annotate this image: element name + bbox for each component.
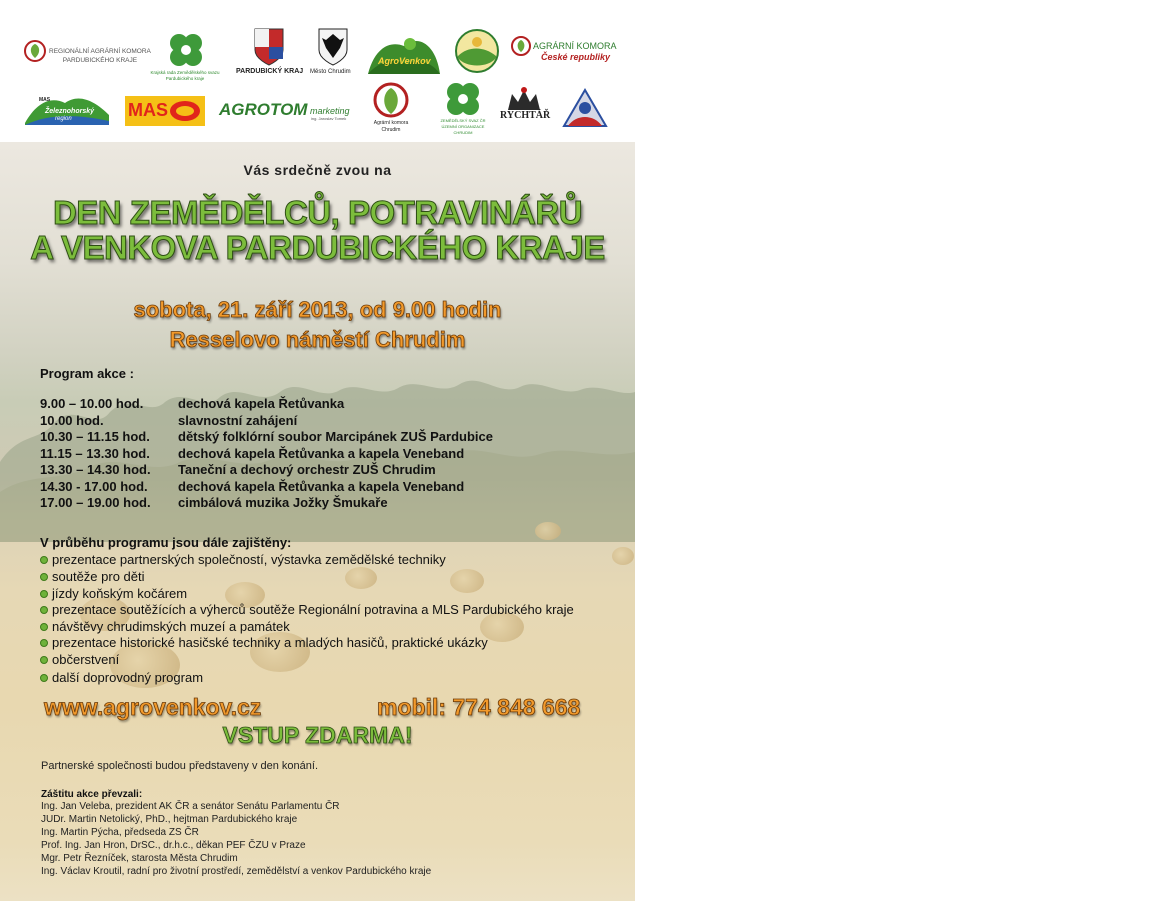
mls-badge-icon xyxy=(560,86,610,130)
logo-agrovenkov: AgroVenkov xyxy=(366,30,442,76)
logo-mas-zeleznohorsky: MAS Železnohorský region xyxy=(25,93,109,125)
list-item: Ing. Jan Veleba, prezident AK ČR a senátor Senátu Parlamentu ČR xyxy=(41,801,340,812)
event-date: sobota, 21. září 2013, od 9.00 hodin xyxy=(133,297,502,322)
coat-of-arms-icon xyxy=(254,28,284,66)
logo-pardubice-region: PARDUBICKÝ KRAJ xyxy=(236,28,302,80)
list-item: další doprovodný program xyxy=(40,670,203,685)
logo-agrarian-chamber-cr: AGRÁRNÍ KOMORA České republiky xyxy=(511,36,615,66)
event-title-line1: DEN ZEMĚDĚLCŮ, POTRAVINÁŘŮ xyxy=(52,194,583,231)
regional-food-badge-icon xyxy=(454,28,500,74)
list-item: prezentace historické hasičské techniky a mladých hasičů, praktické ukázky xyxy=(40,635,488,650)
program-desc: dechová kapela Řetůvanka xyxy=(178,396,345,411)
program-time: 17.00 – 19.00 hod. xyxy=(40,495,151,510)
hay-bale xyxy=(612,547,634,565)
bullet-icon xyxy=(40,573,48,581)
list-item: návštěvy chrudimských muzeí a památek xyxy=(40,619,290,634)
list-item: Ing. Martin Pýcha, předseda ZS ČR xyxy=(41,827,199,838)
logo-agricultural-union-region: Krajská rada Zemědělského svazu Pardubického kraje xyxy=(150,30,220,85)
program-desc: dětský folklórní soubor Marcipánek ZUŠ Pardubice xyxy=(178,429,493,444)
logo-agrarian-chamber-chrudim: Agrární komora Chrudim xyxy=(368,82,414,138)
bullet-icon xyxy=(40,556,48,564)
crown-crest-icon xyxy=(500,86,548,112)
hay-bale xyxy=(450,569,484,593)
logo-regional-agrarian-chamber: REGIONÁLNÍ AGRÁRNÍ KOMORA PARDUBICKÉHO KRAJE xyxy=(24,38,154,68)
clover-icon xyxy=(444,80,482,118)
patronage-heading: Záštitu akce převzali: xyxy=(41,789,143,800)
list-item: prezentace partnerských společností, výstavka zemědělské techniky xyxy=(40,552,446,567)
logo-agrotom: AGROTOM marketing ing. Jaroslav Tomek xyxy=(219,100,350,121)
logo-regional-food xyxy=(454,28,500,74)
program-desc: Taneční a dechový orchestr ZUŠ Chrudim xyxy=(178,462,436,477)
bullet-icon xyxy=(40,674,48,682)
partner-logos xyxy=(0,0,635,142)
oval-emblem-icon xyxy=(169,100,201,122)
bullet-icon xyxy=(40,656,48,664)
free-entry-banner: VSTUP ZDARMA! xyxy=(222,722,413,748)
program-heading: Program akce : xyxy=(40,366,134,381)
services-heading: V průběhu programu jsou dále zajištěny: xyxy=(40,535,292,550)
program-time: 14.30 - 17.00 hod. xyxy=(40,479,148,494)
bullet-icon xyxy=(40,606,48,614)
logo-agricultural-union-chrudim: ZEMĚDĚLSKÝ SVAZ ČR ÚZEMNÍ ORGANIZACE CHRUDIM xyxy=(436,80,490,140)
agrovenkov-hills-icon xyxy=(366,30,442,76)
mobile-label: mobil: xyxy=(377,694,446,720)
bullet-icon xyxy=(40,590,48,598)
program-desc: dechová kapela Řetůvanka a kapela Veneband xyxy=(178,479,465,494)
logo-chrudim-town: Město Chrudim xyxy=(310,28,358,80)
leaf-emblem-icon xyxy=(511,36,531,56)
invitation-text: Vás srdečně zvou na xyxy=(243,162,392,178)
program-desc: slavnostní zahájení xyxy=(178,413,298,428)
bullet-icon xyxy=(40,623,48,631)
hay-bale xyxy=(535,522,561,540)
logo-mas-orange: MAS xyxy=(125,96,205,126)
list-item: občerstvení xyxy=(40,652,119,667)
program-desc: dechová kapela Řetůvanka a kapela Veneband xyxy=(178,446,465,461)
list-item: Prof. Ing. Jan Hron, DrSC., dr.h.c., děkan PEF ČZU v Praze xyxy=(41,840,306,851)
list-item: Mgr. Petr Řezníček, starosta Města Chrudim xyxy=(41,853,238,864)
event-title-line2: A VENKOVA PARDUBICKÉHO KRAJE xyxy=(30,229,605,266)
list-item: Ing. Václav Kroutil, radní pro životní prostředí, zemědělství a venkov Pardubického kraje xyxy=(41,866,432,877)
website-link[interactable]: www.agrovenkov.cz xyxy=(44,694,262,720)
partner-note: Partnerské společnosti budou představeny v den konání. xyxy=(41,760,319,772)
mobile-number: 774 848 668 xyxy=(452,694,581,720)
leaf-emblem-icon xyxy=(371,82,411,118)
event-place: Resselovo náměstí Chrudim xyxy=(169,327,466,352)
hay-bale xyxy=(345,567,377,589)
program-time: 13.30 – 14.30 hod. xyxy=(40,462,151,477)
eagle-shield-icon xyxy=(318,28,348,66)
mobile-contact xyxy=(377,694,580,721)
logo-mls xyxy=(560,86,610,130)
bullet-icon xyxy=(40,639,48,647)
program-desc: cimbálová muzika Jožky Šmukaře xyxy=(178,495,388,510)
list-item: prezentace soutěžících a výherců soutěže Regionální potravina a MLS Pardubického kraje xyxy=(40,602,574,617)
list-item: JUDr. Martin Netolický, PhD., hejtman Pardubického kraje xyxy=(41,814,298,825)
list-item: soutěže pro děti xyxy=(40,569,145,584)
list-item: jízdy koňským kočárem xyxy=(40,586,187,601)
logo-rychtar: RYCHTÁŘ xyxy=(500,86,548,128)
clover-icon xyxy=(166,30,206,70)
program-time: 10.00 hod. xyxy=(40,413,104,428)
program-time: 11.15 – 13.30 hod. xyxy=(40,446,150,461)
program-time: 9.00 – 10.00 hod. xyxy=(40,396,144,411)
program-time: 10.30 – 11.15 hod. xyxy=(40,429,150,444)
leaf-emblem-icon xyxy=(24,40,46,62)
